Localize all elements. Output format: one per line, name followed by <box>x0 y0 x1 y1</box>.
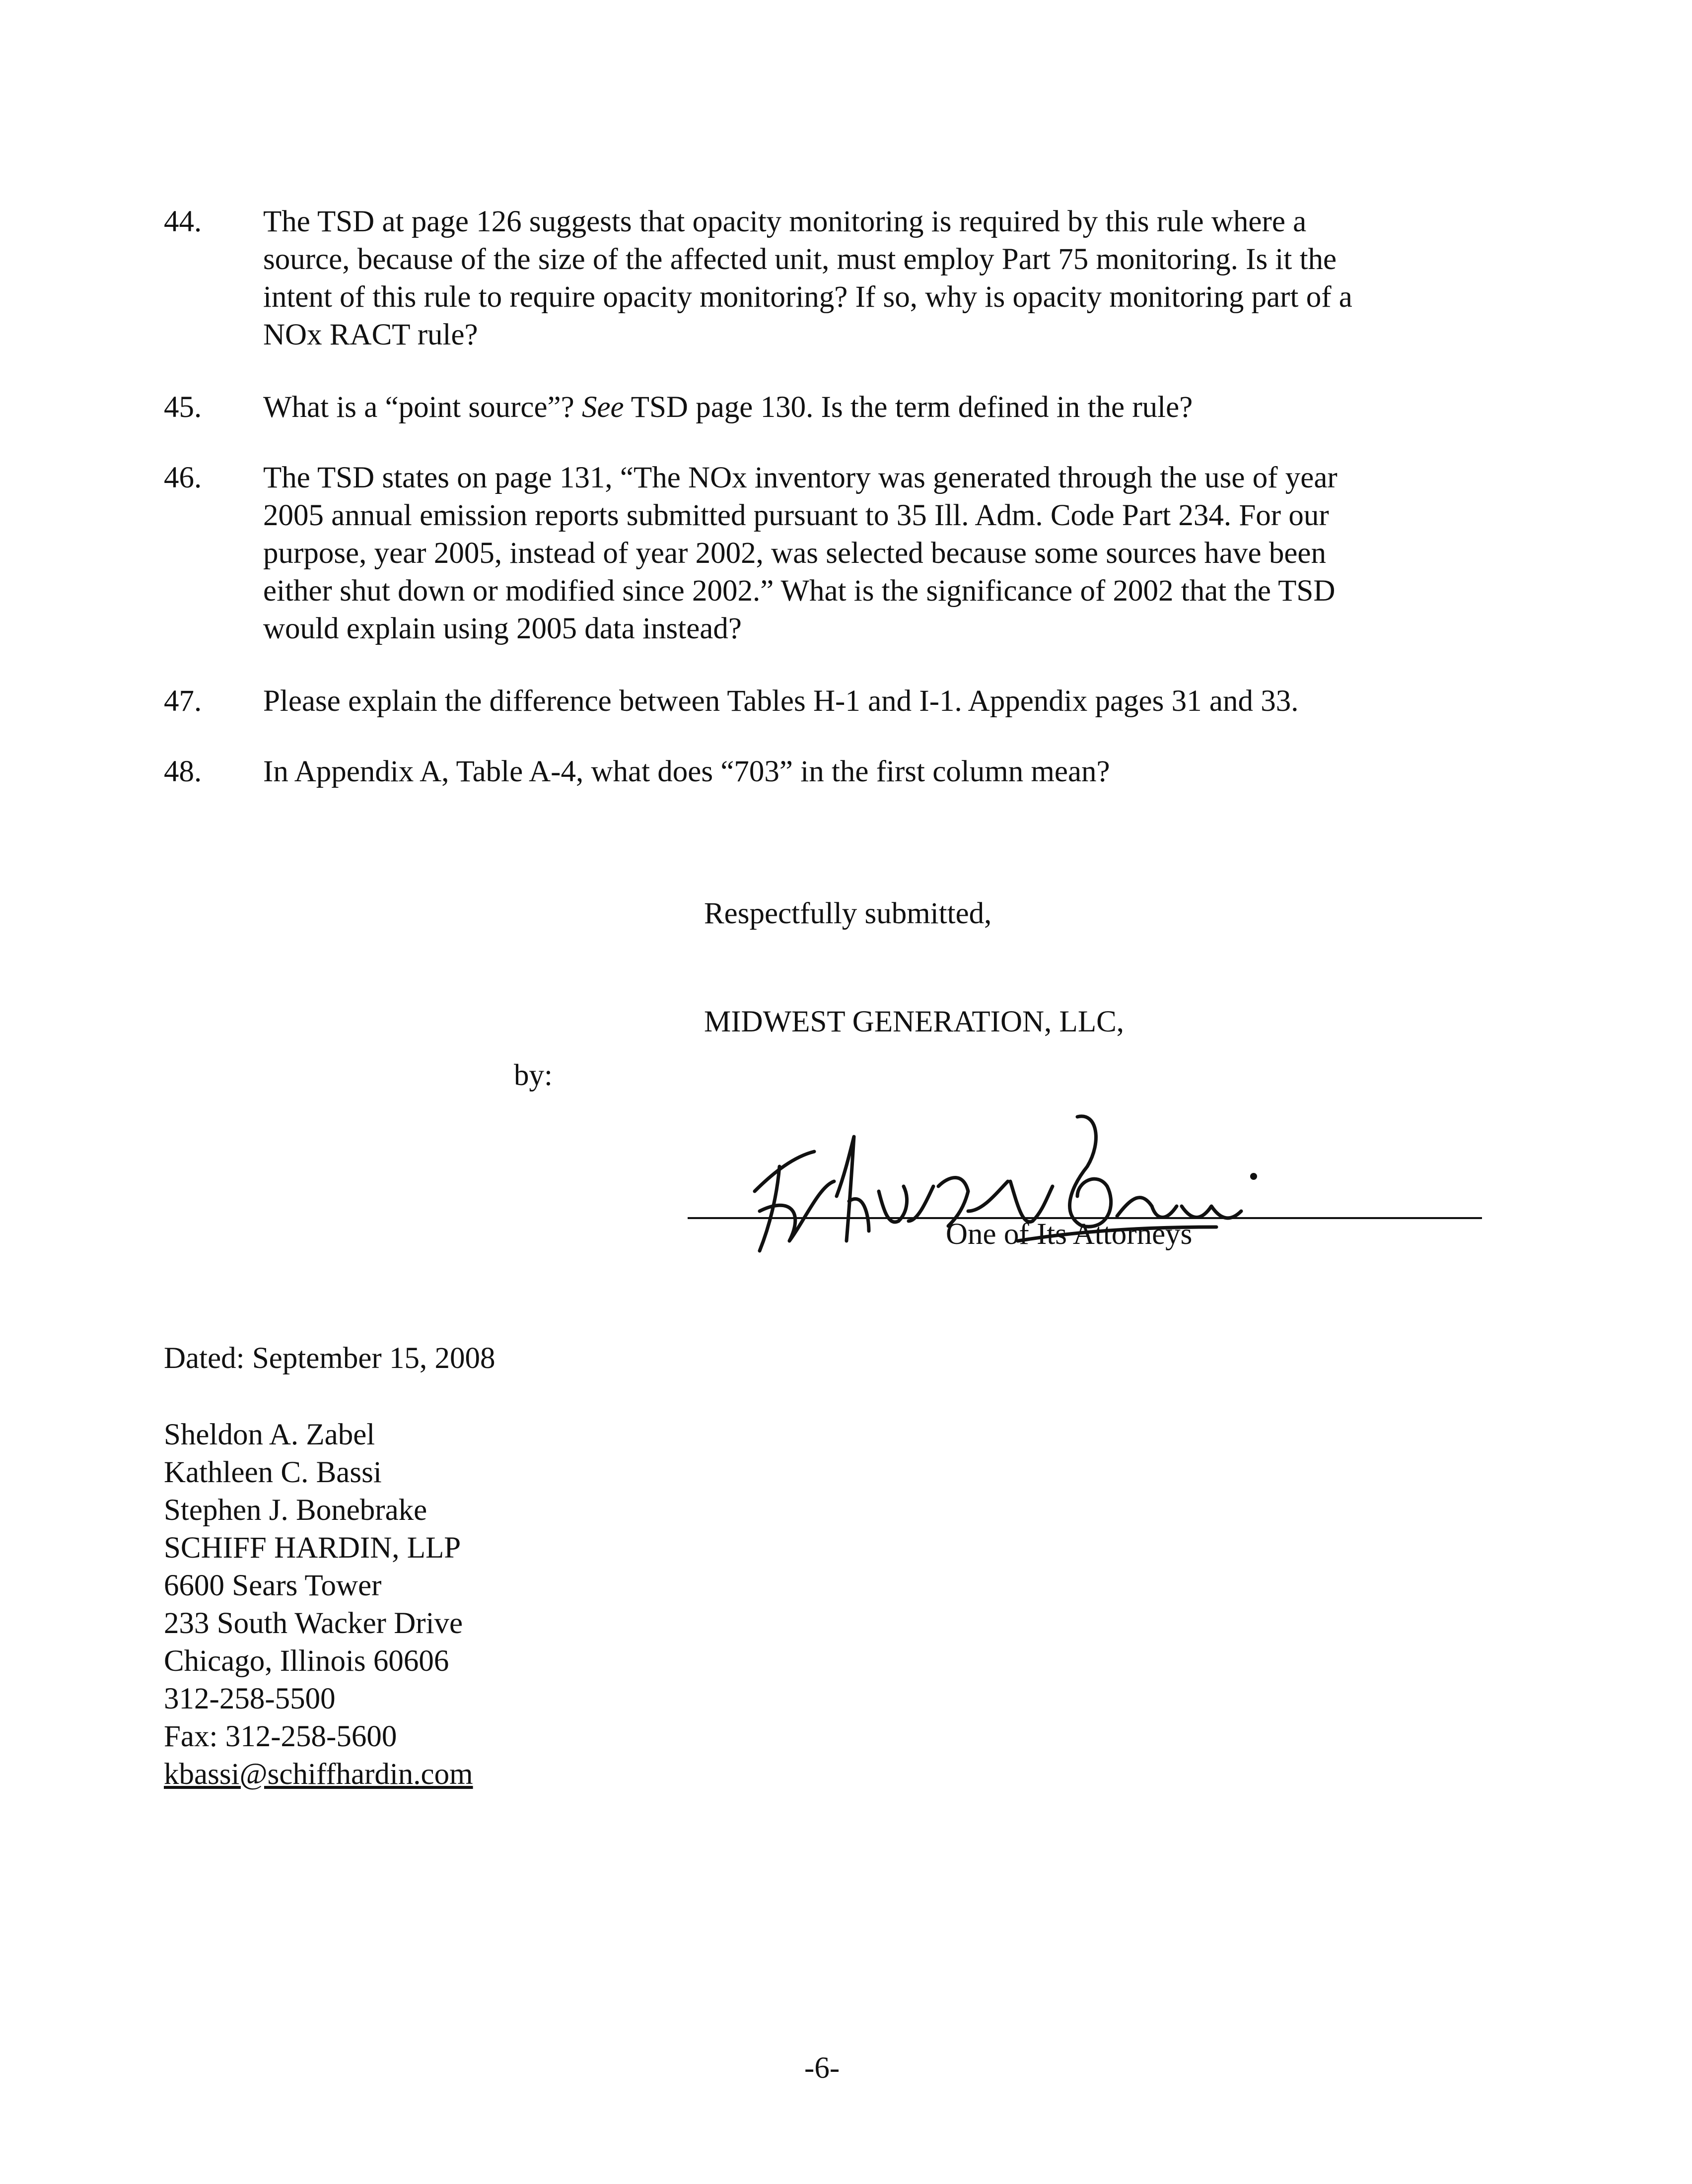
address-line: 6600 Sears Tower <box>164 1569 382 1602</box>
signature-dot <box>1250 1173 1257 1180</box>
question-line: intent of this rule to require opacity monitoring? If so, why is opacity monitoring part of a <box>263 280 1352 314</box>
question-line: In Appendix A, Table A-4, what does “703” in the first column mean? <box>263 755 1110 788</box>
question-text: What is a “point source”? <box>263 391 582 424</box>
question-number: 48. <box>164 755 202 788</box>
question-line: The TSD at page 126 suggests that opacity monitoring is required by this rule where a <box>263 205 1307 238</box>
email-link[interactable]: kbassi@schiffhardin.com <box>164 1758 473 1791</box>
question-line: source, because of the size of the affected unit, must employ Part 75 monitoring. Is it the <box>263 243 1337 276</box>
question-line: would explain using 2005 data instead? <box>263 612 742 645</box>
attorney-name: Kathleen C. Bassi <box>164 1456 382 1489</box>
page-number: -6- <box>804 2051 840 2085</box>
address-line: Chicago, Illinois 60606 <box>164 1644 449 1678</box>
question-number: 44. <box>164 205 202 238</box>
attorney-name: Sheldon A. Zabel <box>164 1418 375 1451</box>
address-line: 233 South Wacker Drive <box>164 1607 463 1640</box>
question-line: Please explain the difference between Tables H-1 and I-1. Appendix pages 31 and 33. <box>263 684 1299 718</box>
question-number: 45. <box>164 391 202 424</box>
date-line: Dated: September 15, 2008 <box>164 1342 495 1375</box>
firm-name: SCHIFF HARDIN, LLP <box>164 1531 461 1565</box>
attorney-name: Stephen J. Bonebrake <box>164 1494 427 1527</box>
salutation: Respectfully submitted, <box>704 897 992 930</box>
question-line: NOx RACT rule? <box>263 318 478 351</box>
question-line: 2005 annual emission reports submitted pursuant to 35 Ill. Adm. Code Part 234. For our <box>263 499 1329 532</box>
question-line <box>263 389 1193 426</box>
question-text: TSD page 130. Is the term defined in the rule? <box>624 391 1193 424</box>
company-name: MIDWEST GENERATION, LLC, <box>704 1005 1125 1038</box>
question-number: 47. <box>164 684 202 718</box>
signatory-caption: One of Its Attorneys <box>946 1218 1193 1251</box>
question-line: either shut down or modified since 2002.” What is the significance of 2002 that the TSD <box>263 574 1336 608</box>
question-number: 46. <box>164 461 202 494</box>
see-signal: See <box>581 391 624 424</box>
fax-number: Fax: 312-258-5600 <box>164 1720 397 1753</box>
phone-number: 312-258-5500 <box>164 1682 336 1715</box>
question-line: The TSD states on page 131, “The NOx inventory was generated through the use of year <box>263 461 1338 494</box>
by-label: by: <box>514 1059 553 1092</box>
question-line: purpose, year 2005, instead of year 2002, was selected because some sources have been <box>263 537 1326 570</box>
